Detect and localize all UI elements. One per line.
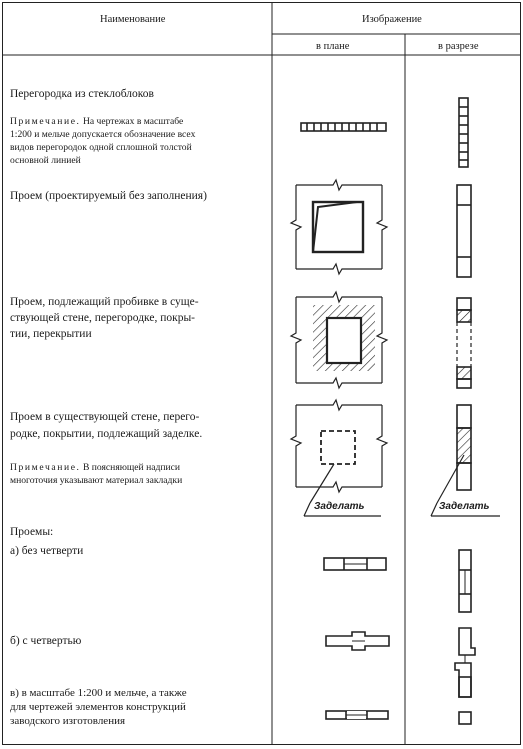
opening-v-section-symbol (459, 677, 471, 724)
fill-note-line1: В поясняющей надписи (82, 462, 181, 473)
breakthrough-plan-symbol (291, 292, 387, 388)
header-section: в разрезе (438, 41, 479, 52)
breakthrough-line3: тии, перекрытии (10, 328, 92, 340)
fill-line1: Проем в существующей стене, перего- (10, 411, 200, 423)
opening-plan-symbol (291, 180, 387, 274)
glass-title: Перегородка из стеклоблоков (10, 88, 154, 100)
fill-section-label: Заделать (439, 501, 490, 512)
glass-note-line3: видов перегородок одной сплошной толстой (10, 142, 192, 153)
fill-section-symbol (431, 405, 500, 516)
openings-v-line2: для чертежей элементов конструкций (10, 701, 186, 713)
fill-plan-symbol (291, 400, 387, 516)
glass-note-label: Примечание. (10, 116, 81, 127)
glass-note-line2: 1:200 и мельче допускается обозначение всех (10, 129, 196, 140)
opening-b-section-symbol (455, 628, 475, 697)
glass-note-line4: основной линией (10, 155, 81, 166)
fill-note-line2: многоточия указывают материал закладки (10, 475, 183, 486)
glass-section-symbol (459, 98, 468, 167)
opening-a-plan-symbol (324, 558, 386, 570)
openings-a: а) без четверти (10, 545, 84, 557)
glass-plan-symbol (301, 123, 386, 131)
opening-a-section-symbol (459, 550, 471, 612)
table-grid (3, 3, 521, 745)
breakthrough-line1: Проем, подлежащий пробивке в суще- (10, 296, 199, 308)
openings-b: б) с четвертью (10, 635, 82, 647)
opening-b-plan-symbol (326, 632, 389, 650)
header-plan: в плане (316, 41, 350, 52)
openings-v-line3: заводского изготовления (10, 715, 126, 727)
breakthrough-section-symbol (457, 298, 471, 388)
glass-note-line1: На чертежах в масштабе (82, 116, 184, 127)
opening-section-symbol (457, 185, 471, 277)
header-image: Изображение (362, 14, 422, 25)
openings-v-line1: в) в масштабе 1:200 и мельче, а также (10, 687, 187, 699)
breakthrough-line2: ствующей стене, перегородке, покры- (10, 312, 196, 324)
header-name: Наименование (100, 14, 166, 25)
openings-title: Проемы: (10, 526, 54, 538)
opening-v-plan-symbol (326, 711, 388, 719)
fill-plan-label: Заделать (314, 501, 365, 512)
fill-line2: родке, покрытии, подлежащий заделке. (10, 428, 203, 440)
fill-note-label: Примечание. (10, 462, 81, 473)
opening-title: Проем (проектируемый без заполнения) (10, 190, 207, 202)
